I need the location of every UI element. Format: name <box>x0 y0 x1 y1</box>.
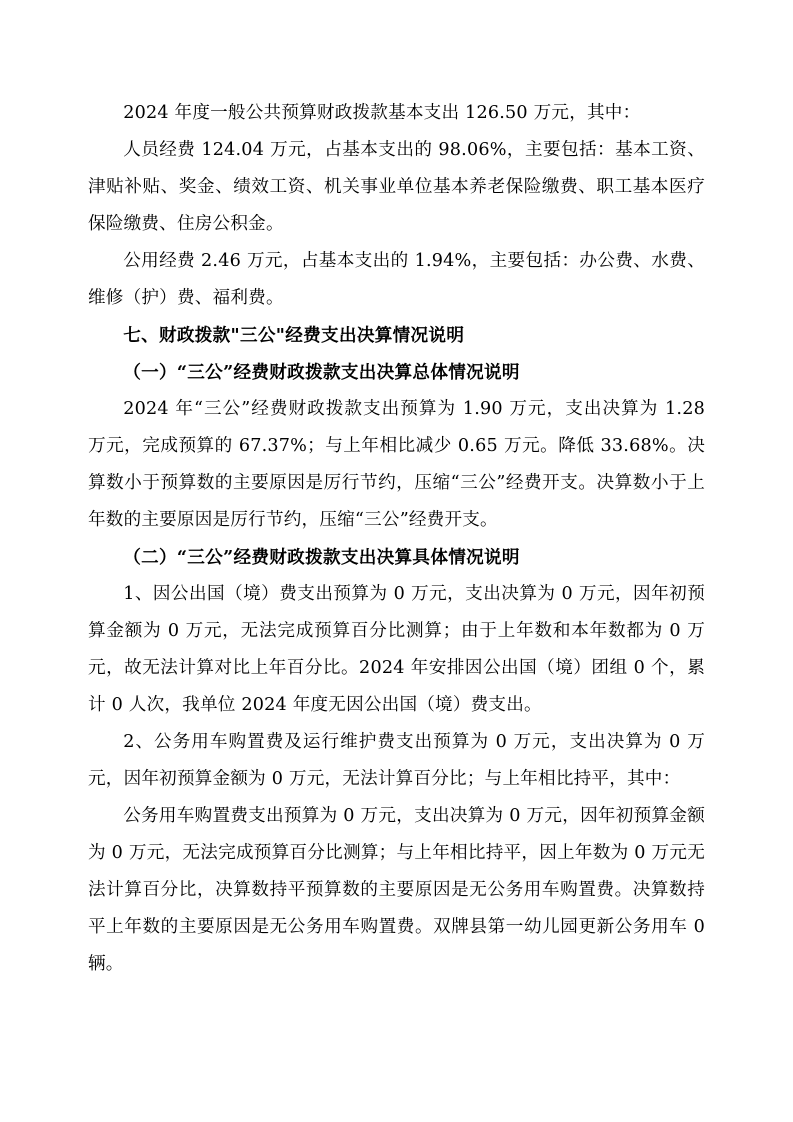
subheading-overall-situation: （一）“三公”经费财政拨款支出决算总体情况说明 <box>123 362 520 383</box>
paragraph-official-vehicle: 2、公务用车购置费及运行维护费支出预算为 0 万元，支出决算为 0 万元，因年初预算金额为 0 万元，无法计算百分比；与上年相比持平，其中： <box>88 732 705 789</box>
paragraph-personnel-expenditure: 人员经费 124.04 万元，占基本支出的 98.06%，主要包括：基本工资、津贴补贴、奖金、绩效工资、机关事业单位基本养老保险缴费、职工基本医疗保险缴费、住房公积金。 <box>88 140 705 234</box>
subheading-specific-situation: （二）“三公”经费财政拨款支出决算具体情况说明 <box>123 547 520 568</box>
paragraph-overall-detail: 2024 年“三公”经费财政拨款支出预算为 1.90 万元，支出决算为 1.28 万元，完成预算的 67.37%；与上年相比减少 0.65 万元。降低 33.68%。决算数小于预算数的主要原因是厉行节约，压缩“三公”经费开支。决算数小于上年数的主要原因是厉行节约，压缩“三公”经费开支。 <box>88 399 705 530</box>
paragraph-overseas-travel: 1、因公出国（境）费支出预算为 0 万元，支出决算为 0 万元，因年初预算金额为 0 万元，无法完成预算百分比测算；由于上年数和本年数都为 0 万元，故无法计算对比上年百分比。2024 年安排因公出国（境）团组 0 个，累计 0 人次，我单位 2024 年度无因公出国（境）费支出。 <box>88 584 705 715</box>
paragraph-vehicle-purchase: 公务用车购置费支出预算为 0 万元，支出决算为 0 万元，因年初预算金额为 0 万元，无法完成预算百分比测算；与上年相比持平，因上年数为 0 万元无法计算百分比，决算数持平预算数的主要原因是无公务用车购置费。决算数持平上年数的主要原因是无公务用车购置费。双牌县第一幼儿园更新公务用车 0 辆。 <box>88 806 705 974</box>
paragraph-public-expenditure: 公用经费 2.46 万元，占基本支出的 1.94%，主要包括：办公费、水费、维修（护）费、福利费。 <box>88 251 705 308</box>
heading-section-seven: 七、财政拨款"三公"经费支出决算情况说明 <box>123 325 465 346</box>
document-body <box>88 95 705 983</box>
paragraph-basic-expenditure: 2024 年度一般公共预算财政拨款基本支出 126.50 万元，其中： <box>123 103 641 123</box>
